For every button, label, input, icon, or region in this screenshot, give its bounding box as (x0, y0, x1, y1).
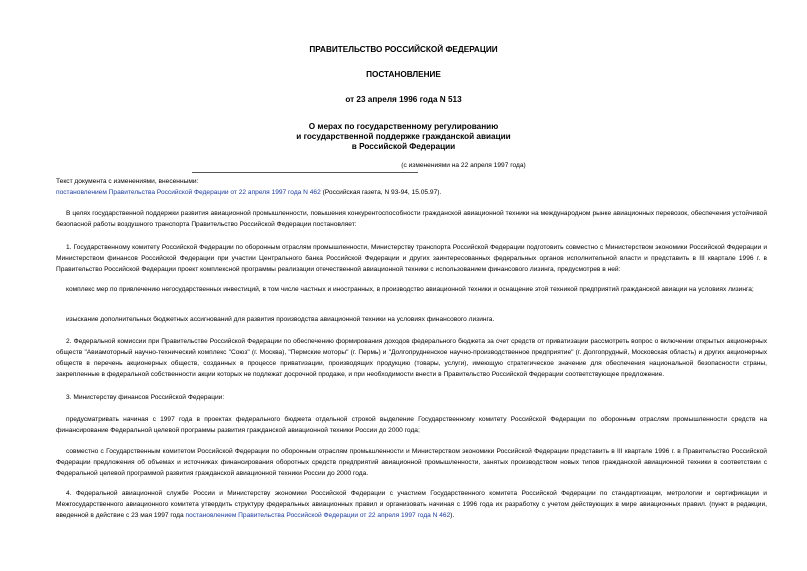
title-line-3: в Российской Федерации (351, 142, 456, 151)
paragraph-3b: совместно с Государственным комитетом Российской Федерации по оборонным отраслям промышленности и Министерством экономики Российской Федерации представить в III квартале 1996 г. в Правительство Российской Федерации предложения об объемах и источниках финансирования оборотных средств предприятий авиационной промышленности, занятых производством новых типов гражданской авиационной техники в соответствии с Федеральной целевой программой развития гражданской авиационной техники России до 2000 года. (56, 448, 767, 477)
paragraph-1b: изыскание дополнительных бюджетных ассигнований для развития производства авиационной техники на условиях финансового лизинга. (66, 316, 495, 323)
paragraph-4-end: ). (450, 512, 455, 519)
preamble-paragraph: В целях государственной поддержки развития авиационной промышленности, повышения конкурентоспособности гражданской авиационной техники на международном рынке авиационных перевозок, обеспечения устойчивой безопасной работы воздушного транспорта Правительство Российской Федерации постановляет: (56, 210, 767, 228)
paragraph-3a: предусматривать начиная с 1997 года в проектах федерального бюджета отдельной строкой выделение Государственному комитету Российской Федерации по оборонным отраслям промышленности средств на финансирование Федеральной целевой программы развития гражданской авиационной техники России до 2000 года; (56, 416, 767, 434)
paragraph-1: 1. Государственному комитету Российской Федерации по оборонным отраслям промышленности, Министерству транспорта Российской Федерации подготовить совместно с Министерством экономики Российской Федерации и Министерством финансов Российской Федерации при участии Центрального банка Российской Федерации и других заинтересованных федеральных органов исполнительной власти и представить в III квартале 1996 г. в Правительство Российской Федерации проект комплексной программы реализации отечественной авиационной техники с использованием финансового лизинга, предусмотрев в ней: (56, 244, 767, 273)
amendment-note: (с изменениями на 22 апреля 1997 года) (401, 162, 526, 169)
separator-line (192, 172, 418, 173)
paragraph-4-link[interactable]: постановлением Правительства Российской Федерации от 22 апреля 1997 года N 462 (185, 512, 451, 519)
title-line-1: О мерах по государственному регулированию (308, 122, 499, 131)
paragraph-1a: комплекс мер по привлечению негосударственных инвестиций, в том числе частных и иностранных, в производство авиационной техники и оснащение этой техникой предприятий гражданской авиации на условиях лизинга; (66, 286, 754, 293)
government-name: ПРАВИТЕЛЬСТВО РОССИЙСКОЙ ФЕДЕРАЦИИ (309, 45, 498, 54)
paragraph-4 (56, 488, 767, 521)
publication-source: (Российская газета, N 93-94, 15.05.97). (320, 189, 442, 196)
paragraph-3: 3. Министерству финансов Российской Федерации: (66, 394, 225, 401)
paragraph-2: 2. Федеральной комиссии при Правительстве Российской Федерации по обеспечению формирования доходов федерального бюджета за счет средств от приватизации рассмотреть вопрос о включении открытых акционерных обществ "Авиамоторный научно-технический комплекс "Союз" (г. Москва), "Пермские моторы" (г. Пермь) и "Долгопрудненское научно-производственное предприятие" (г. Долгопрудный, Московская область) и других акционерных обществ в перечень акционерных обществ, созданных в процессе приватизации, производящих продукцию (товары, услуги), имеющую стратегическое значение для обеспечения национальной безопасности страны, закрепленные в федеральной собственности акции которых не подлежат досрочной продаже, и при необходимости внести в Правительство Российской Федерации соответствующее предложение. (56, 338, 767, 378)
intro-source-line (56, 187, 767, 198)
intro-text: Текст документа с изменениями, внесенными: (56, 178, 199, 185)
title-line-2: и государственной поддержке гражданской авиации (296, 132, 511, 141)
document-date-number: от 23 апреля 1996 года N 513 (345, 95, 462, 104)
paragraph-4-text: 4. Федеральной авиационной службе России и Министерству экономики Российской Федерации с участием Государственного комитета Российской Федерации по стандартизации, метрологии и сертификации и Межгосударственного авиационного комитета утвердить структуру федеральных авиационных правил и организовать начиная с 1996 года их разработку с учетом действующих в мире авиационных правил. (пункт в редакции, введенной в действие с 23 мая 1997 года (56, 490, 767, 519)
intro-block (56, 176, 767, 198)
document-type: ПОСТАНОВЛЕНИЕ (366, 70, 441, 79)
amendment-link[interactable]: постановлением Правительства Российской Федерации от 22 апреля 1997 года N 462 (56, 189, 321, 196)
